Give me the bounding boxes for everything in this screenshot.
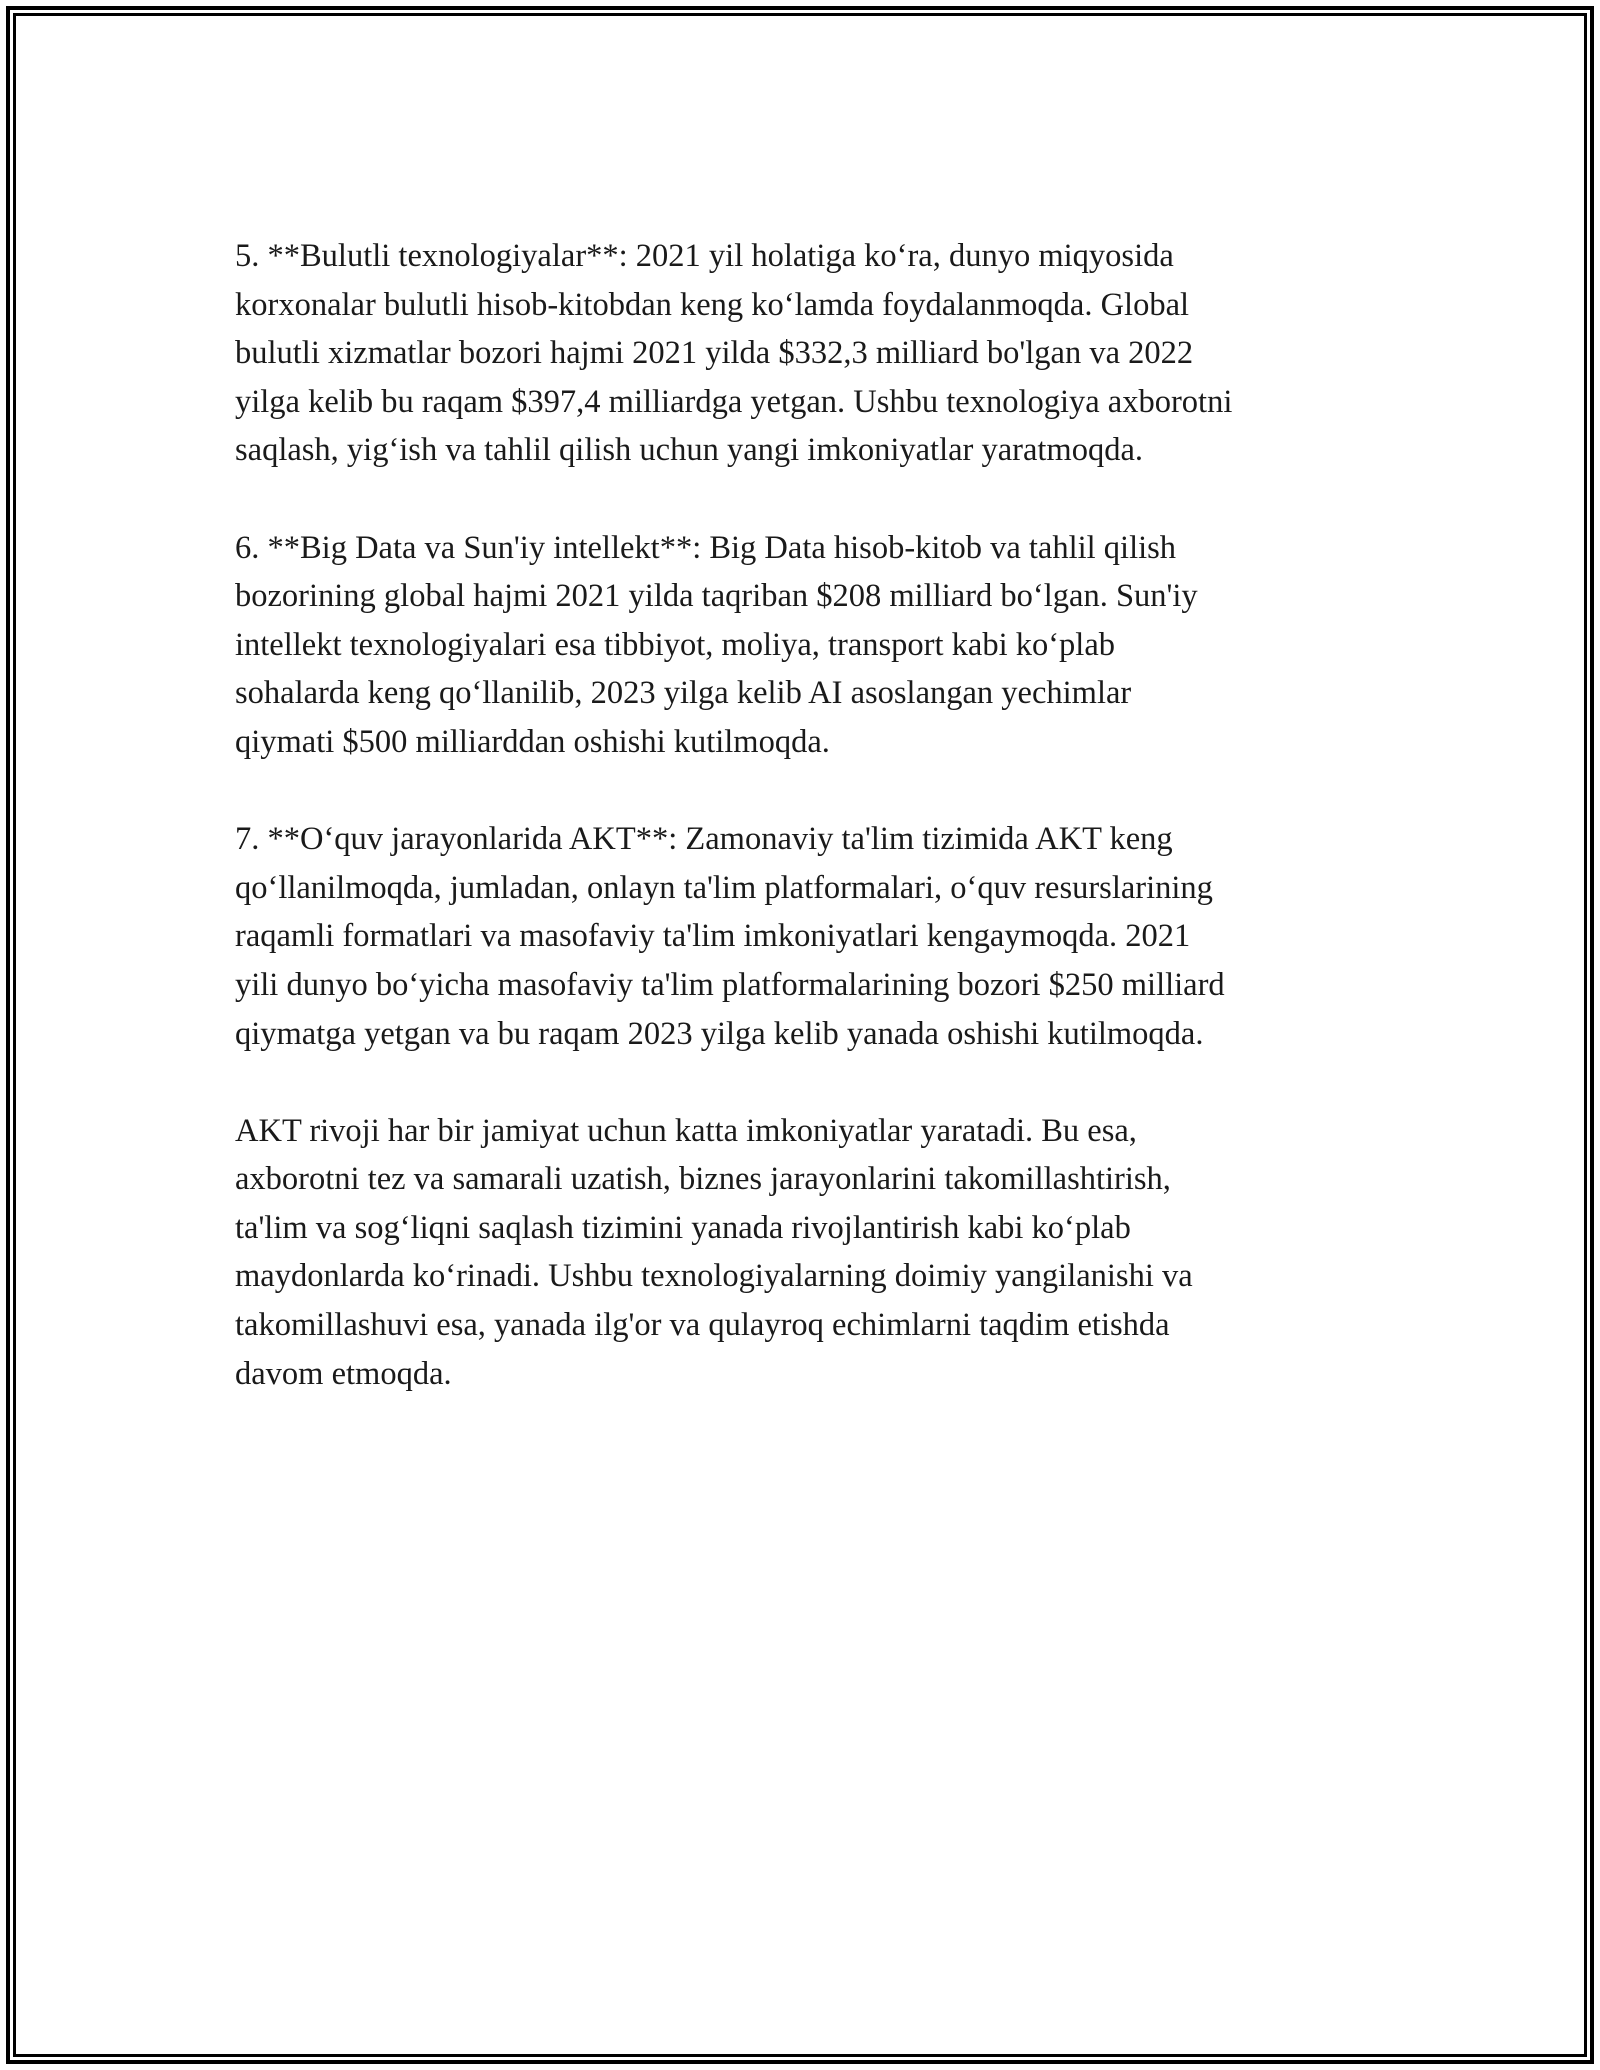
text-line: maydonlarda ko‘rinadi. Ushbu texnologiyalarning doimiy yangilanishi va: [235, 1258, 1193, 1295]
text-line: yilga kelib bu raqam $397,4 milliardga yetgan. Ushbu texnologiya axborotni: [235, 383, 1233, 420]
text-line: AKT rivoji har bir jamiyat uchun katta imkoniyatlar yaratadi. Bu esa,: [235, 1112, 1137, 1149]
paragraph-conclusion: [235, 1107, 1385, 1399]
text-line: saqlash, yig‘ish va tahlil qilish uchun yangi imkoniyatlar yaratmoqda.: [235, 432, 1144, 469]
text-line: axborotni tez va samarali uzatish, biznes jarayonlarini takomillashtirish,: [235, 1161, 1171, 1198]
paragraph-big-data-ai: [235, 524, 1385, 767]
text-line: takomillashuvi esa, yanada ilg'or va qulayroq echimlarni taqdim etishda: [235, 1307, 1170, 1344]
text-line: yili dunyo bo‘yicha masofaviy ta'lim platformalarining bozori $250 milliard: [235, 966, 1225, 1003]
text-line: qo‘llanilmoqda, jumladan, onlayn ta'lim platformalari, o‘quv resurslarining: [235, 869, 1213, 906]
text-line: qiymatga yetgan va bu raqam 2023 yilga kelib yanada oshishi kutilmoqda.: [235, 1015, 1204, 1052]
text-line: bozorining global hajmi 2021 yilda taqriban $208 milliard bo‘lgan. Sun'iy: [235, 578, 1198, 615]
text-line: 6. **Big Data va Sun'iy intellekt**: Big Data hisob-kitob va tahlil qilish: [235, 529, 1177, 566]
text-line: korxonalar bulutli hisob-kitobdan keng ko‘lamda foydalanmoqda. Global: [235, 286, 1190, 323]
document-body: [235, 232, 1385, 1447]
text-line: raqamli formatlari va masofaviy ta'lim imkoniyatlari kengaymoqda. 2021: [235, 918, 1191, 955]
text-line: 7. **O‘quv jarayonlarida AKT**: Zamonaviy ta'lim tizimida AKT keng: [235, 821, 1173, 858]
text-line: 5. **Bulutli texnologiyalar**: 2021 yil holatiga ko‘ra, dunyo miqyosida: [235, 238, 1174, 274]
text-line: bulutli xizmatlar bozori hajmi 2021 yilda $332,3 milliard bo'lgan va 2022: [235, 335, 1194, 372]
paragraph-cloud-technologies: [235, 232, 1385, 475]
text-line: sohalarda keng qo‘llanilib, 2023 yilga kelib AI asoslangan yechimlar: [235, 675, 1132, 712]
paragraph-ict-in-education: [235, 815, 1385, 1058]
text-line: intellekt texnologiyalari esa tibbiyot, moliya, transport kabi ko‘plab: [235, 626, 1116, 663]
text-line: ta'lim va sog‘liqni saqlash tizimini yanada rivojlantirish kabi ko‘plab: [235, 1209, 1131, 1246]
text-line: qiymati $500 milliarddan oshishi kutilmoqda.: [235, 723, 830, 760]
text-line: davom etmoqda.: [235, 1355, 452, 1392]
